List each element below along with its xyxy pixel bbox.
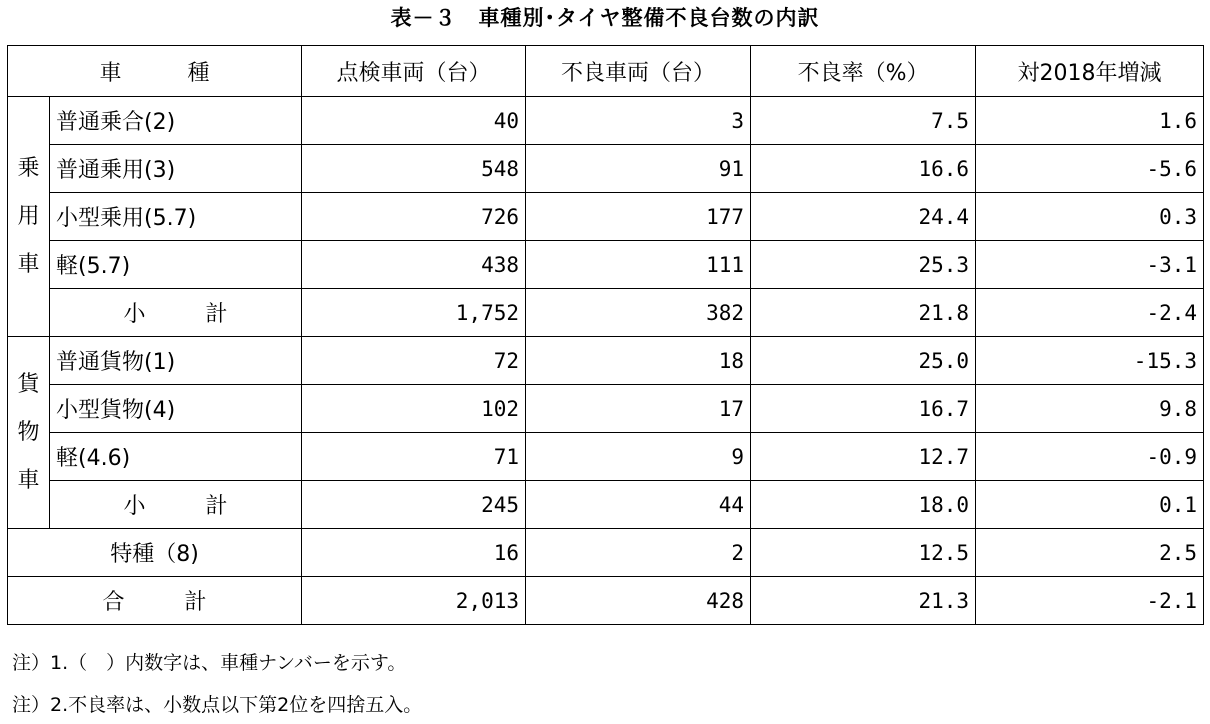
row-label: 普通貨物(1) (50, 337, 302, 385)
footnote-2: 注）2.不良率は、小数点以下第2位を四捨五入。 (12, 694, 423, 716)
header-inspected: 点検車両（台） (302, 46, 526, 97)
cell-change: 0.3 (976, 193, 1204, 241)
cell-rate: 12.7 (751, 433, 976, 481)
cell-change: -15.3 (976, 337, 1204, 385)
table-row (8, 337, 1204, 385)
table-row (8, 433, 1204, 481)
cell-rate: 16.6 (751, 145, 976, 193)
total-row (8, 577, 1204, 625)
table-row (8, 385, 1204, 433)
table-row (8, 241, 1204, 289)
cell-inspected: 438 (302, 241, 526, 289)
row-label: 普通乗用(3) (50, 145, 302, 193)
cell-change: -5.6 (976, 145, 1204, 193)
cell-defective: 2 (526, 529, 751, 577)
row-label: 小型乗用(5.7) (50, 193, 302, 241)
cell-inspected: 72 (302, 337, 526, 385)
cell-defective: 111 (526, 241, 751, 289)
cell-rate: 24.4 (751, 193, 976, 241)
cell-defective: 44 (526, 481, 751, 529)
cell-rate: 18.0 (751, 481, 976, 529)
cell-rate: 21.8 (751, 289, 976, 337)
cell-inspected: 1,752 (302, 289, 526, 337)
cell-rate: 16.7 (751, 385, 976, 433)
cell-inspected: 548 (302, 145, 526, 193)
cell-inspected: 71 (302, 433, 526, 481)
header-change: 対2018年増減 (976, 46, 1204, 97)
header-row (8, 46, 1204, 97)
table-title: 表－３ 車種別･タイヤ整備不良台数の内訳 (390, 6, 820, 30)
cell-rate: 25.3 (751, 241, 976, 289)
subtotal-label: 小 計 (50, 481, 302, 529)
cell-rate: 12.5 (751, 529, 976, 577)
cell-rate: 7.5 (751, 97, 976, 145)
cell-change: 1.6 (976, 97, 1204, 145)
cell-change: -2.1 (976, 577, 1204, 625)
cell-inspected: 102 (302, 385, 526, 433)
defect-table (7, 45, 1204, 625)
table-row (8, 145, 1204, 193)
cell-rate: 25.0 (751, 337, 976, 385)
subtotal-row (8, 481, 1204, 529)
cell-inspected: 40 (302, 97, 526, 145)
group-label-cargo: 貨 物 車 (8, 337, 50, 529)
cell-inspected: 2,013 (302, 577, 526, 625)
cell-inspected: 245 (302, 481, 526, 529)
cell-change: -0.9 (976, 433, 1204, 481)
cell-defective: 428 (526, 577, 751, 625)
cell-defective: 177 (526, 193, 751, 241)
cell-change: -3.1 (976, 241, 1204, 289)
table-row (8, 97, 1204, 145)
group-label-passenger: 乗 用 車 (8, 97, 50, 337)
cell-change: 0.1 (976, 481, 1204, 529)
footnote-1: 注）1.（ ）内数字は、車種ナンバーを示す。 (12, 652, 407, 674)
cell-defective: 3 (526, 97, 751, 145)
cell-change: -2.4 (976, 289, 1204, 337)
header-rate: 不良率（%） (751, 46, 976, 97)
cell-defective: 91 (526, 145, 751, 193)
cell-defective: 17 (526, 385, 751, 433)
table-row (8, 193, 1204, 241)
cell-inspected: 16 (302, 529, 526, 577)
row-label: 小型貨物(4) (50, 385, 302, 433)
row-label: 軽(5.7) (50, 241, 302, 289)
cell-change: 9.8 (976, 385, 1204, 433)
cell-change: 2.5 (976, 529, 1204, 577)
cell-defective: 9 (526, 433, 751, 481)
cell-defective: 382 (526, 289, 751, 337)
cell-rate: 21.3 (751, 577, 976, 625)
cell-inspected: 726 (302, 193, 526, 241)
header-defective: 不良車両（台） (526, 46, 751, 97)
cell-defective: 18 (526, 337, 751, 385)
header-vehicle-type: 車 種 (8, 46, 302, 97)
row-label: 軽(4.6) (50, 433, 302, 481)
total-label: 合 計 (8, 577, 302, 625)
subtotal-row (8, 289, 1204, 337)
row-label: 普通乗合(2) (50, 97, 302, 145)
row-label-special: 特種（8) (8, 529, 302, 577)
subtotal-label: 小 計 (50, 289, 302, 337)
table-row (8, 529, 1204, 577)
